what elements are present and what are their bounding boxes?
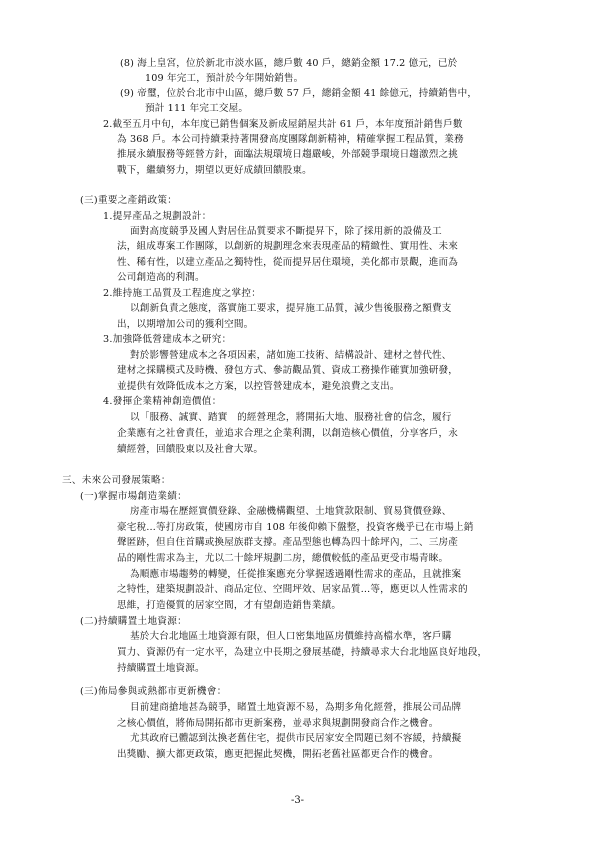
- text-line: 對於影響營建成本之各項因素，諸如施工技術、結構設計、建材之替代性、: [130, 350, 452, 361]
- text-line: 買力、資源仍有一定水平，為建立中長期之發展基礎，持續尋求大台北地區良好地段，: [117, 647, 488, 658]
- subsection-heading: 3.加強降低營建成本之研究：: [103, 334, 232, 345]
- subsection-heading: 2.維持施工品質及工程進度之掌控：: [103, 288, 262, 299]
- text-line: 為順應市場趨勢的轉變，任從推案應充分掌握透過剛性需求的產品，且就推案: [130, 569, 462, 580]
- text-line: 持續購置土地資源。: [117, 663, 205, 674]
- text-line: 為 368 戶。本公司持續秉持著開發高度團隊創新精神，精確掌握工程品質，業務: [117, 134, 464, 145]
- text-line: (8) 海上皇宮，位於新北市淡水區，總戶數 40 戶，總銷金額 17.2 億元，已於: [120, 58, 458, 69]
- section-heading: (二)持續購置土地資源：: [80, 616, 188, 627]
- text-line: 聲匿跡，但自住首購或換屋族群支撐。產品型態也轉為四十餘坪內，二、三房產: [117, 537, 459, 548]
- subsection-heading: 4.發揮企業精神創造價值：: [103, 396, 222, 407]
- text-line: 推展永續服務等經營方針，面臨法規環境日趨嚴峻，外部競爭環境日趨激烈之挑: [117, 149, 459, 160]
- text-line: 續經營，回饋股東以及社會大眾。: [117, 444, 264, 455]
- text-line: 並提供有效降低成本之方案，以控管營建成本，避免浪費之支出。: [117, 381, 400, 392]
- text-line: 法，組成專案工作團隊，以創新的規劃理念來表現產品的精緻性、實用性、未來: [117, 241, 459, 252]
- page-number: -3-: [290, 795, 305, 806]
- section-heading: (三)佈局參與或熱都市更新機會：: [80, 686, 227, 697]
- text-line: 以創新負責之態度，落實施工要求，提昇施工品質，減少售後服務之額費支: [130, 303, 452, 314]
- text-line: 之核心價值，將佈局開拓都市更新案務，並尋求與規劃開發商合作之機會。: [117, 718, 439, 729]
- text-line: 目前建商搶地甚為競爭，睹置土地資源不易，為期多角化經營，推展公司品牌: [130, 702, 462, 713]
- text-line: 2.截至五月中旬，本年度已銷售個案及新成屋銷屋共計 61 戶，本年度預計銷售戶數: [103, 119, 463, 130]
- text-line: 基於大台北地區土地資源有限，但人口密集地區房價維持高檔水準，客戶購: [130, 631, 452, 642]
- section-heading: (一)掌握市場創造業績：: [80, 491, 188, 502]
- section-heading: (三)重要之產銷政策：: [80, 195, 178, 206]
- text-line: 戰下，繼續努力，期望以更好成績回饋股東。: [117, 165, 312, 176]
- text-line: 之特性，建築規劃設計、商品定位、空間坪效、居家品質…等，應更以人性需求的: [117, 584, 468, 595]
- text-line: 公司創造高的利潤。: [117, 272, 205, 283]
- chapter-heading: 三、未來公司發展策略：: [62, 475, 171, 486]
- text-line: 建材之採購模式及時機、發包方式、參訪觀品質、資成工務操作確實加強研發，: [117, 365, 459, 376]
- text-line: 109 年完工，預計於今年開始銷售。: [145, 73, 304, 84]
- text-line: 預計 111 年完工交屋。: [145, 103, 249, 114]
- text-line: 豪宅稅…等打房政策，使國房市自 108 年後仰賴下盤整，投資客幾乎已在市場上銷: [117, 522, 474, 533]
- subsection-heading: 1.提昇產品之規劃設計：: [103, 211, 212, 222]
- text-line: 品的剛性需求為主，尤以二十餘坪規劃二房，總價較低的產品更受市場青睞。: [117, 553, 449, 564]
- text-line: 企業應有之社會責任，並追求合理之企業利潤，以創造核心價值，分享客戶，永: [117, 428, 459, 439]
- text-line: 面對高度競爭及國人對居住品質要求不斷提昇下，除了採用新的設備及工: [130, 226, 442, 237]
- text-line: 尤其政府已體認到汰換老舊住宅，提供市民居家安全問題已刻不容緩，持續擬: [130, 733, 462, 744]
- text-line: 以「服務、誠實、踏實 的經營理念，將開拓大地、服務社會的信念，履行: [130, 412, 452, 423]
- text-line: 性、稀有性，以建立產品之獨特性，從而提昇居住環境，美化都市景觀，進而為: [117, 257, 459, 268]
- text-line: (9) 帝璽，位於台北市中山區，總戶數 57 戶，總銷金額 41 餘億元，持續銷售中，: [120, 88, 478, 99]
- text-line: 出獎勵、擴大都更政策，應更把握此契機，開拓老舊社區都更合作的機會。: [117, 749, 439, 760]
- text-line: 房產市場在歷經實價登錄、金融機構觀望、土地貸款限制、貿易貸價登錄、: [130, 506, 452, 517]
- text-line: 出，以期增加公司的獲利空間。: [117, 319, 254, 330]
- text-line: 思維，打造優質的居家空間，才有望創造銷售業績。: [117, 600, 342, 611]
